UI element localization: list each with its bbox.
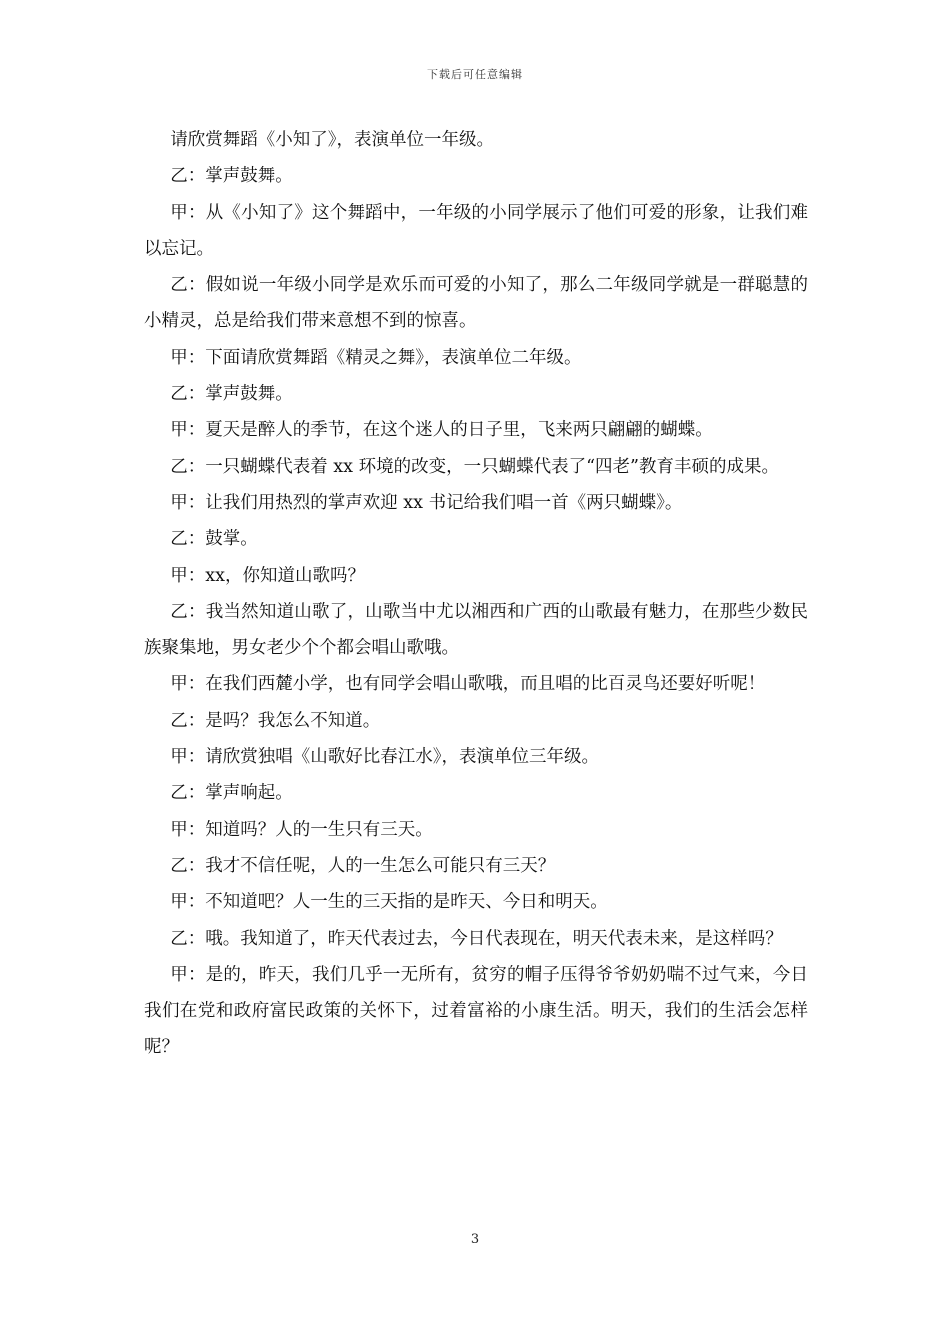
paragraph: 乙：我当然知道山歌了，山歌当中尤以湘西和广西的山歌最有魅力，在那些少数民族聚集地，男女老少个个都会唱山歌哦。 (144, 601, 808, 659)
paragraph: 乙：假如说一年级小同学是欢乐而可爱的小知了，那么二年级同学就是一群聪慧的小精灵，总是给我们带来意想不到的惊喜。 (144, 275, 808, 332)
paragraph: 甲：下面请欣赏舞蹈《精灵之舞》，表演单位二年级。 (170, 347, 582, 368)
page-number: 3 (470, 1232, 480, 1247)
paragraph: 甲：让我们用热烈的掌声欢迎 xx 书记给我们唱一首《两只蝴蝶》。 (170, 492, 683, 513)
paragraph: 甲：知道吗？人的一生只有三天。 (170, 819, 433, 840)
paragraph: 甲：请欣赏独唱《山歌好比春江水》，表演单位三年级。 (170, 747, 599, 768)
paragraph: 乙：鼓掌。 (170, 529, 258, 550)
paragraph: 乙：掌声鼓舞。 (170, 166, 293, 187)
paragraph: 甲：是的，昨天，我们几乎一无所有，贫穷的帽子压得爷爷奶奶喘不过气来，今日我们在党和政府富民政策的关怀下，过着富裕的小康生活。明天，我们的生活会怎样呢？ (144, 964, 808, 1058)
paragraph: 乙：我才不信任呢，人的一生怎么可能只有三天？ (170, 855, 556, 876)
paragraph: 请欣赏舞蹈《小知了》，表演单位一年级。 (170, 130, 494, 150)
paragraph: 甲：不知道吧？人一生的三天指的是昨天、今日和明天。 (170, 892, 608, 913)
document-body (144, 122, 808, 1066)
paragraph: 乙：是吗？我怎么不知道。 (170, 710, 381, 731)
paragraph: 甲：夏天是醉人的季节，在这个迷人的日子里，飞来两只翩翩的蝴蝶。 (170, 420, 713, 441)
paragraph: 乙：哦。我知道了，昨天代表过去，今日代表现在，明天代表未来，是这样吗？ (170, 928, 783, 949)
paragraph: 甲：从《小知了》这个舞蹈中，一年级的小同学展示了他们可爱的形象，让我们难以忘记。 (144, 202, 808, 259)
paragraph: 甲：xx，你知道山歌吗？ (170, 565, 365, 586)
paragraph: 乙：掌声响起。 (170, 783, 293, 804)
paragraph: 甲：在我们西麓小学，也有同学会唱山歌哦，而且唱的比百灵鸟还要好听呢！ (170, 674, 766, 695)
page-header: 下载后可任意编辑 (427, 68, 523, 81)
paragraph: 乙：掌声鼓舞。 (170, 384, 293, 405)
paragraph: 乙：一只蝴蝶代表着 xx 环境的改变，一只蝴蝶代表了“四老”教育丰硕的成果。 (170, 456, 780, 477)
